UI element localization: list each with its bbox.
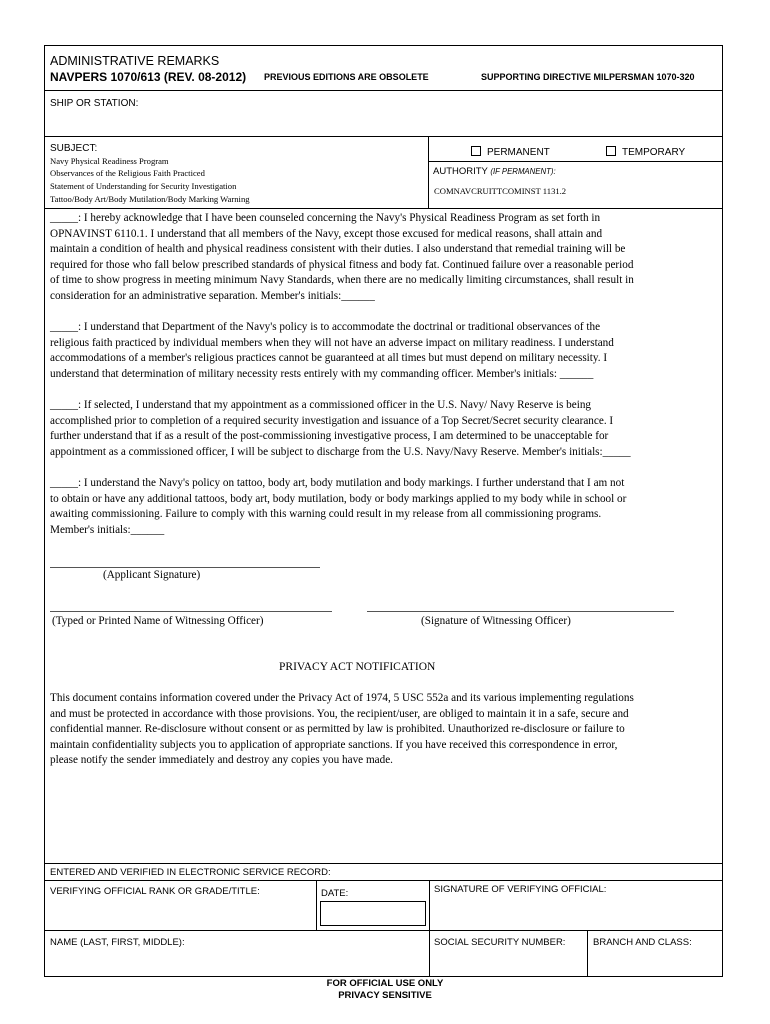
subject-line: Tattoo/Body Art/Body Mutilation/Body Marking Warning bbox=[50, 194, 250, 204]
subject-label: SUBJECT: bbox=[50, 143, 98, 154]
witness-name-caption: (Typed or Printed Name of Witnessing Officer) bbox=[52, 615, 264, 627]
entered-verified-label: ENTERED AND VERIFIED IN ELECTRONIC SERVICE RECORD: bbox=[50, 867, 331, 878]
form-title: ADMINISTRATIVE REMARKS bbox=[50, 54, 220, 68]
divider bbox=[44, 930, 723, 931]
ship-station-field[interactable] bbox=[50, 112, 710, 132]
date-field[interactable] bbox=[320, 901, 426, 926]
privacy-text: This document contains information covered under the Privacy Act of 1974, 5 USC 552a and its various implementing regulations and must be protected in accordance with those provisions. You, the recipient/user, are obliged to maintain it in a safe, secure and confidential manner. Re-disclosure without consent or as permitted by law is prohibited. Unauthorized re-disclosure or failure to maintain confidentiality subjects you to application of appropriate sanctions. If you have received this correspondence in error, please notify the sender immediately and destroy any copies you have made. bbox=[50, 692, 634, 767]
permanent-label: PERMANENT bbox=[487, 147, 550, 158]
authority-qualifier: (IF PERMANENT): bbox=[490, 167, 556, 176]
applicant-signature-line[interactable] bbox=[50, 567, 320, 568]
tattoo-warning-paragraph: _____: I understand the Navy's policy on tattoo, body art, body mutilation and body markings. I further understand that I am not to obtain or have any additional tattoos, body art, body mutilation, body or body markings applied to my body while in school or awaiting commissioning. Failure to comply with this warning could result in my release from all commissioning programs. Member's initials:______ bbox=[50, 477, 627, 536]
divider bbox=[316, 880, 317, 930]
name-label: NAME (LAST, FIRST, MIDDLE): bbox=[50, 937, 185, 948]
ship-station-label: SHIP OR STATION: bbox=[50, 98, 139, 109]
subject-line: Statement of Understanding for Security Investigation bbox=[50, 181, 237, 191]
subject-line: Observances of the Religious Faith Practiced bbox=[50, 168, 205, 178]
date-label: DATE: bbox=[321, 888, 349, 899]
ssn-label: SOCIAL SECURITY NUMBER: bbox=[434, 937, 566, 948]
branch-label: BRANCH AND CLASS: bbox=[593, 937, 692, 948]
temporary-label: TEMPORARY bbox=[622, 147, 686, 158]
divider bbox=[587, 930, 588, 977]
divider bbox=[429, 930, 430, 977]
divider bbox=[428, 136, 429, 208]
authority-label-text: AUTHORITY bbox=[433, 166, 488, 177]
form-number: NAVPERS 1070/613 (REV. 08-2012) bbox=[50, 70, 247, 84]
rank-label: VERIFYING OFFICIAL RANK OR GRADE/TITLE: bbox=[50, 886, 260, 897]
signature-label: SIGNATURE OF VERIFYING OFFICIAL: bbox=[434, 884, 607, 895]
divider bbox=[44, 880, 723, 881]
divider bbox=[44, 90, 723, 91]
divider bbox=[429, 880, 430, 930]
temporary-checkbox[interactable] bbox=[606, 146, 616, 156]
permanent-checkbox[interactable] bbox=[471, 146, 481, 156]
divider bbox=[44, 208, 723, 209]
subject-line: Navy Physical Readiness Program bbox=[50, 156, 169, 166]
obsolete-note: PREVIOUS EDITIONS ARE OBSOLETE bbox=[264, 72, 429, 82]
authority-label bbox=[433, 166, 556, 177]
privacy-title: PRIVACY ACT NOTIFICATION bbox=[279, 661, 436, 673]
divider bbox=[44, 136, 723, 137]
witness-signature-caption: (Signature of Witnessing Officer) bbox=[421, 615, 571, 627]
privacy-sensitive-label: PRIVACY SENSITIVE bbox=[338, 990, 432, 1001]
divider bbox=[428, 161, 723, 162]
applicant-signature-caption: (Applicant Signature) bbox=[103, 569, 201, 581]
witness-name-line[interactable] bbox=[50, 611, 332, 612]
physical-readiness-paragraph: _____: I hereby acknowledge that I have been counseled concerning the Navy's Physical Readiness Program as set forth in OPNAVINST 6110.1. I understand that all members of the Navy, except those excused for medical reasons, shall attain and maintain a condition of health and physical readiness consistent with their duties. I also understand that remedial training will be required for those who fall below prescribed standards of physical fitness and body fat. Continued failure over a reasonable period of time to show progress in meeting minimum Navy Standards, when there are no medically limiting circumstances, shall result in consideration for an administrative separation. Member's initials:______ bbox=[50, 212, 634, 302]
security-investigation-paragraph: _____: If selected, I understand that my appointment as a commissioned officer in the U.S. Navy/ Navy Reserve is being accomplished prior to completion of a required security investigation and issuance of a Top Secret/Secret security clearance. I further understand that if as a result of the post-commissioning investigative process, I am determined to be unacceptable for appointment as a commissioned officer, I will be subject to discharge from the U.S. Navy/Navy Reserve. Member's initials:_____ bbox=[50, 399, 631, 458]
witness-signature-line[interactable] bbox=[367, 611, 674, 612]
fouo-label: FOR OFFICIAL USE ONLY bbox=[326, 978, 444, 989]
authority-value: COMNAVCRUITTCOMINST 1131.2 bbox=[434, 186, 567, 196]
religious-faith-paragraph: _____: I understand that Department of the Navy's policy is to accommodate the doctrinal or traditional observances of the religious faith practiced by individual members when they will not have an adverse impact on military readiness. I understand accommodations of a member's religious practices cannot be guaranteed at all times but must depend on military necessity. I understand that determination of military necessity rests entirely with my commanding officer. Member's initials: ______ bbox=[50, 321, 614, 380]
divider bbox=[44, 863, 723, 864]
supporting-directive: SUPPORTING DIRECTIVE MILPERSMAN 1070-320 bbox=[481, 72, 695, 82]
